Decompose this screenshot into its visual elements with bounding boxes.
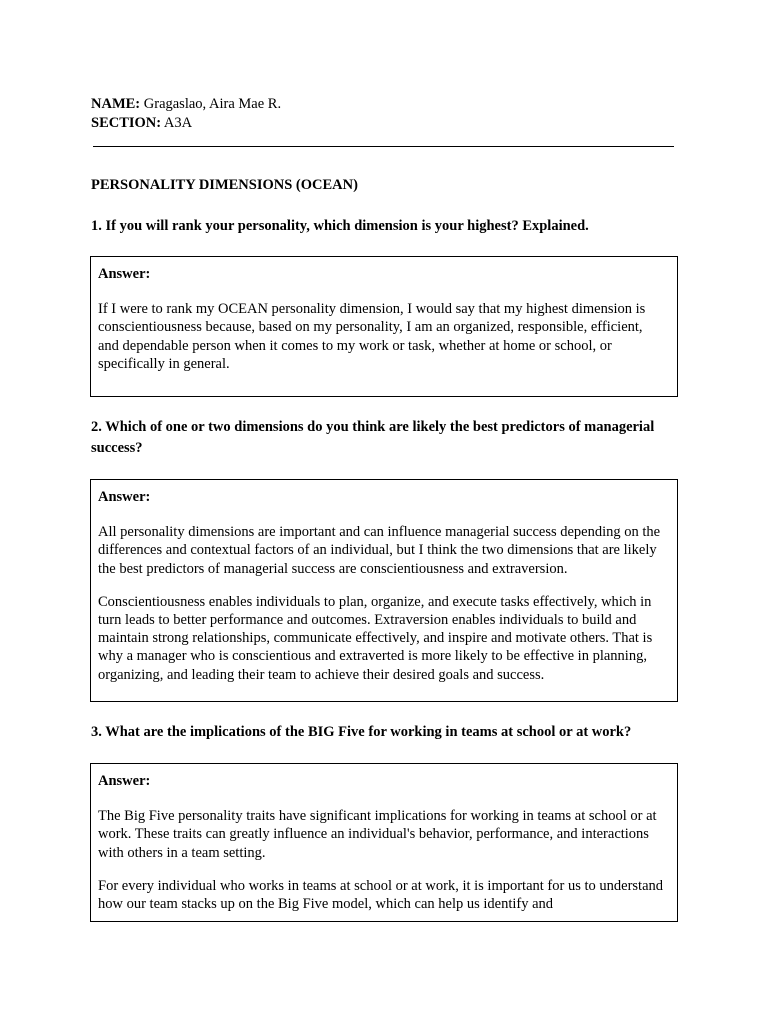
answer-box-2 xyxy=(90,479,678,702)
section-label: SECTION: xyxy=(91,115,162,131)
answer-paragraph: All personality dimensions are important and can influence managerial success depending on the differences and contextual factors of an individual, but I think the two dimensions that are likely the best predictors of managerial success are conscientiousness and extraversion. xyxy=(98,524,661,577)
name-line xyxy=(91,95,281,114)
name-value: Gragaslao, Aira Mae R. xyxy=(140,96,282,112)
answer-box-3 xyxy=(90,763,678,922)
question-2: 2. Which of one or two dimensions do you think are likely the best predictors of managerial success? xyxy=(91,419,655,456)
answer-paragraph: Conscientiousness enables individuals to plan, organize, and execute tasks effectively, which in turn leads to better performance and outcomes. Extraversion enables individuals to build and maintain strong relationships, communicate effectively, and inspire and motivate others. That is why a manager who is conscientious and extraverted is more likely to be effective in planning, organizing, and leading their team to achieve their desired goals and success. xyxy=(98,593,653,683)
question-3: 3. What are the implications of the BIG Five for working in teams at school or at work? xyxy=(91,724,632,740)
section-line xyxy=(91,114,281,133)
name-label: NAME: xyxy=(91,96,141,112)
answer-paragraph: If I were to rank my OCEAN personality dimension, I would say that my highest dimension is conscientiousness because, based on my personality, I am an organized, responsible, efficient, and dependable person when it comes to my work or task, whether at home or school, or specifically in general. xyxy=(98,301,646,372)
section-value: A3A xyxy=(161,115,193,131)
answer-box-1 xyxy=(90,256,678,397)
answer-label: Answer: xyxy=(98,489,151,505)
student-info xyxy=(91,95,281,133)
question-1: 1. If you will rank your personality, which dimension is your highest? Explained. xyxy=(91,218,589,234)
divider-line xyxy=(93,146,674,147)
answer-paragraph: For every individual who works in teams at school or at work, it is important for us to understand how our team stacks up on the Big Five model, which can help us identify and xyxy=(98,877,664,913)
answer-paragraph: The Big Five personality traits have significant implications for working in teams at school or at work. These traits can greatly influence an individual's behavior, performance, and interactions with others in a team setting. xyxy=(98,808,657,861)
answer-label: Answer: xyxy=(98,266,151,282)
answer-label: Answer: xyxy=(98,773,151,789)
document-title: PERSONALITY DIMENSIONS (OCEAN) xyxy=(91,177,358,193)
